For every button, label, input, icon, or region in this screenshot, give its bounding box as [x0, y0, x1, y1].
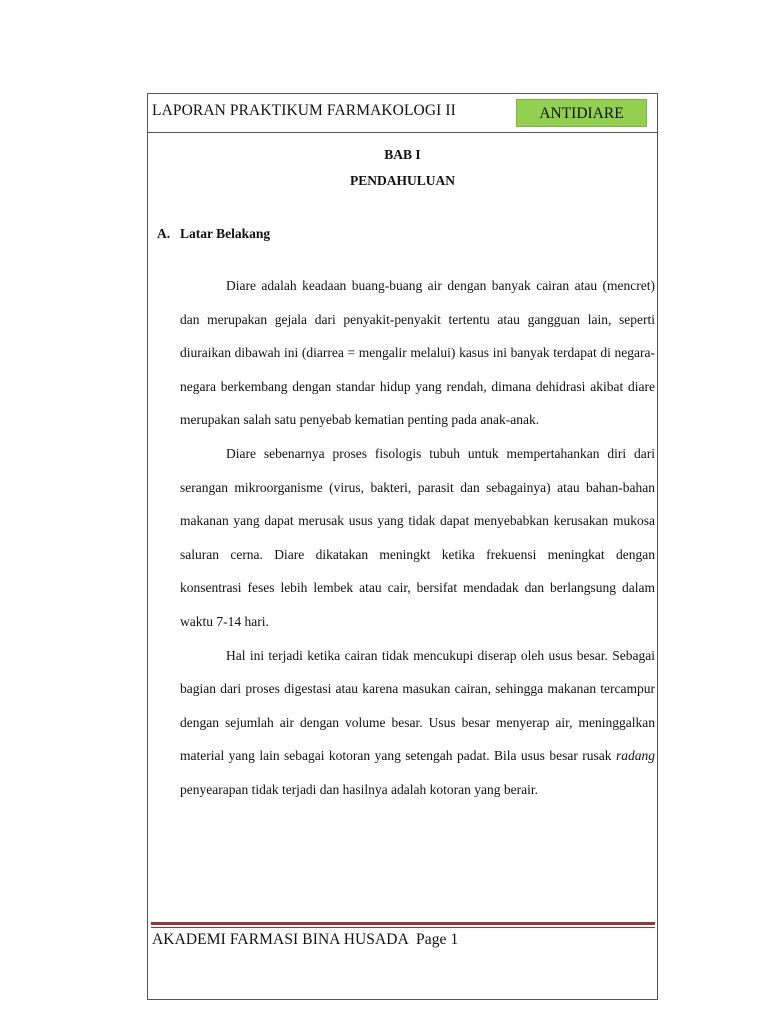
paragraph-3 — [180, 639, 655, 807]
paragraph-2: Diare sebenarnya proses fisologis tubuh untuk mempertahankan diri dari serangan mikroorganisme (virus, bakteri, parasit dan sebagainya) atau bahan-bahan makanan yang dapat merusak usus yang tidak dapat menyebabkan kerusakan mukosa saluran cerna. Diare dikatakan meningkt ketika frekuensi meningkat dengan konsentrasi feses lebih lembek atau cair, bersifat mendadak dan berlangsung dalam waktu 7-14 hari. — [180, 445, 655, 629]
header-title: LAPORAN PRAKTIKUM FARMAKOLOGI II — [152, 102, 456, 119]
footer-page-number: Page 1 — [416, 931, 459, 948]
section-letter: A. — [157, 226, 171, 241]
section-title: Latar Belakang — [180, 226, 271, 241]
paragraph-3-text-a: Hal ini terjadi ketika cairan tidak mencukupi diserap oleh usus besar. Sebagai bagian dari proses digestasi atau karena masukan cairan, sehingga makanan tercampur dengan sejumlah air dengan volume besar. Usus besar menyerap air, meninggalkan material yang lain sebagai kotoran yang setengah padat. Bila usus besar rusak — [180, 647, 655, 764]
footer-institution: AKADEMI FARMASI BINA HUSADA — [152, 931, 409, 948]
body-text — [180, 269, 655, 807]
paragraph-3-text-b: penyearapan tidak terjadi dan hasilnya adalah kotoran yang berair. — [180, 781, 538, 797]
footer-rule-thick — [151, 922, 655, 925]
chapter-title: PENDAHULUAN — [349, 173, 455, 188]
footer-rule-thin — [151, 927, 655, 928]
paragraph-3-italic-term: radang — [615, 748, 655, 764]
footer — [152, 931, 458, 949]
paragraph-1: Diare adalah keadaan buang-buang air dengan banyak cairan atau (mencret) dan merupakan gejala dari penyakit-penyakit tertentu atau gangguan lain, seperti diuraikan dibawah ini (diarrea = mengalir melalui) kasus ini banyak terdapat di negara-negara berkembang dengan standar hidup yang rendah, dimana dehidrasi akibat diare merupakan salah satu penyebab kematian penting pada anak-anak. — [180, 278, 655, 428]
header-divider — [147, 132, 658, 133]
chapter-number: BAB I — [384, 147, 421, 162]
header-badge: ANTIDIARE — [516, 99, 647, 127]
